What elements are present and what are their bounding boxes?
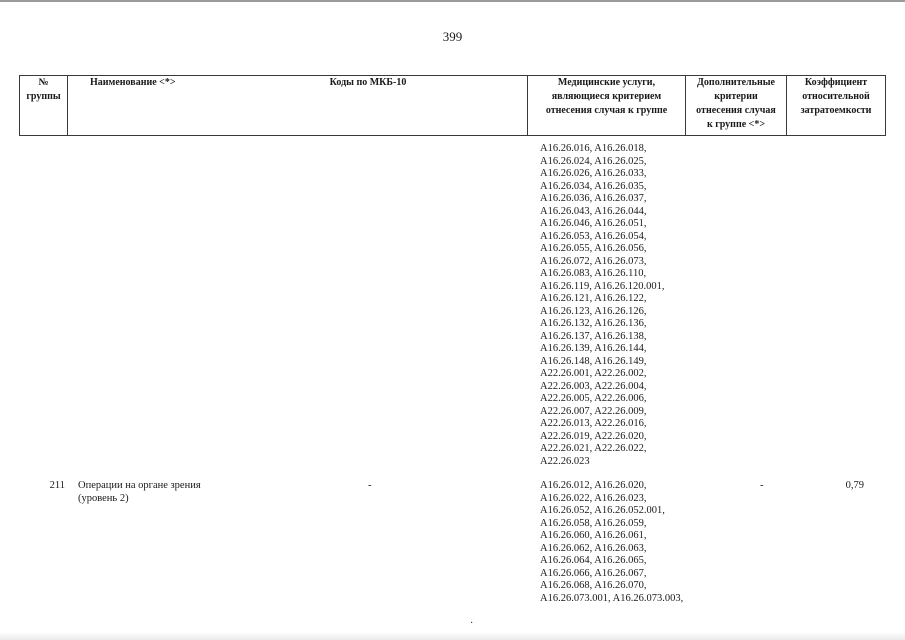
- service-code-line: A16.26.139, A16.26.144,: [540, 343, 647, 354]
- service-code-line: A16.26.052, A16.26.052.001,: [540, 505, 665, 516]
- header-additional-criteria: [686, 76, 786, 132]
- service-code-line: A22.26.007, A22.26.009,: [540, 405, 647, 417]
- service-code-line: A22.26.003, A22.26.004,: [540, 380, 647, 392]
- service-code-line: A16.26.016, A16.26.018,: [540, 143, 647, 154]
- header-line: №: [38, 77, 49, 88]
- service-code-line: A16.26.137, A16.26.138,: [540, 330, 647, 342]
- scan-top-edge: [0, 0, 905, 2]
- service-code-line: A16.26.055, A16.26.056,: [540, 243, 647, 254]
- service-code-line: A22.26.023: [540, 455, 590, 467]
- service-code-line: A16.26.053, A16.26.054,: [540, 230, 647, 242]
- header-line: относительной: [802, 91, 870, 102]
- service-code-line: A16.26.058, A16.26.059,: [540, 517, 647, 529]
- header-medical-services: [528, 76, 685, 118]
- group-name: [78, 480, 278, 505]
- group-number: 211: [49, 480, 65, 491]
- service-code-line: A16.26.068, A16.26.070,: [540, 580, 647, 591]
- header-name: Наименование <*>: [90, 77, 176, 88]
- service-code-line: A16.26.073.001, A16.26.073.003,: [540, 592, 684, 604]
- service-code-line: A16.26.064, A16.26.065,: [540, 555, 647, 566]
- header-mkb-codes: Коды по МКБ-10: [329, 77, 407, 88]
- service-code-line: A16.26.046, A16.26.051,: [540, 218, 647, 229]
- group-coefficient: 0,79: [845, 480, 864, 491]
- header-line: критерии: [714, 91, 758, 102]
- service-code-line: A16.26.123, A16.26.126,: [540, 305, 647, 317]
- service-code-line: A16.26.012, A16.26.020,: [540, 480, 647, 491]
- service-code-line: A16.26.072, A16.26.073,: [540, 255, 647, 267]
- header-line: группы: [26, 91, 61, 102]
- service-code-line: A16.26.062, A16.26.063,: [540, 542, 647, 554]
- header-line: затратоемкости: [800, 105, 872, 116]
- service-code-line: A16.26.024, A16.26.025,: [540, 155, 647, 167]
- header-bottom-rule: [19, 135, 886, 136]
- service-code-line: A16.26.121, A16.26.122,: [540, 293, 647, 304]
- page-number: 399: [442, 29, 463, 44]
- service-code-line: A22.26.013, A22.26.016,: [540, 418, 647, 429]
- header-group-number: [20, 76, 67, 104]
- header-line: отнесения случая к группе: [545, 105, 668, 116]
- header-border: [885, 75, 886, 135]
- continuation-codes-list: [540, 143, 690, 468]
- service-code-line: A16.26.119, A16.26.120.001,: [540, 280, 665, 292]
- group-additional-criteria: -: [760, 480, 764, 491]
- service-code-line: A16.26.083, A16.26.110,: [540, 268, 647, 279]
- header-coefficient: [787, 76, 885, 118]
- service-code-line: A16.26.132, A16.26.136,: [540, 318, 647, 329]
- service-code-line: A16.26.034, A16.26.035,: [540, 180, 647, 192]
- service-code-line: A22.26.005, A22.26.006,: [540, 393, 647, 404]
- header-border: [67, 75, 68, 135]
- group-mkb-codes: -: [368, 480, 372, 491]
- scan-speck: ·: [470, 618, 474, 629]
- service-code-line: A16.26.060, A16.26.061,: [540, 530, 647, 541]
- group-name-line: Операции на органе зрения: [78, 480, 201, 491]
- service-code-line: A16.26.148, A16.26.149,: [540, 355, 647, 367]
- service-code-line: A16.26.036, A16.26.037,: [540, 193, 647, 204]
- header-line: Дополнительные: [697, 77, 775, 88]
- service-code-line: A16.26.026, A16.26.033,: [540, 168, 647, 179]
- header-line: отнесения случая: [696, 105, 776, 116]
- header-line: являющиеся критерием: [551, 91, 662, 102]
- service-code-line: A22.26.021, A22.26.022,: [540, 443, 647, 454]
- service-code-line: A16.26.022, A16.26.023,: [540, 492, 647, 504]
- service-code-line: A22.26.001, A22.26.002,: [540, 368, 647, 379]
- header-line: к группе <*>: [706, 119, 766, 130]
- group-name-line: (уровень 2): [78, 492, 129, 504]
- scan-bottom-edge: [0, 632, 905, 640]
- header-line: Медицинские услуги,: [557, 77, 656, 88]
- service-code-line: A16.26.066, A16.26.067,: [540, 567, 647, 579]
- service-code-line: A22.26.019, A22.26.020,: [540, 430, 647, 442]
- header-line: Коэффициент: [804, 77, 868, 88]
- service-code-line: A16.26.043, A16.26.044,: [540, 205, 647, 217]
- group-service-codes-list: [540, 480, 690, 605]
